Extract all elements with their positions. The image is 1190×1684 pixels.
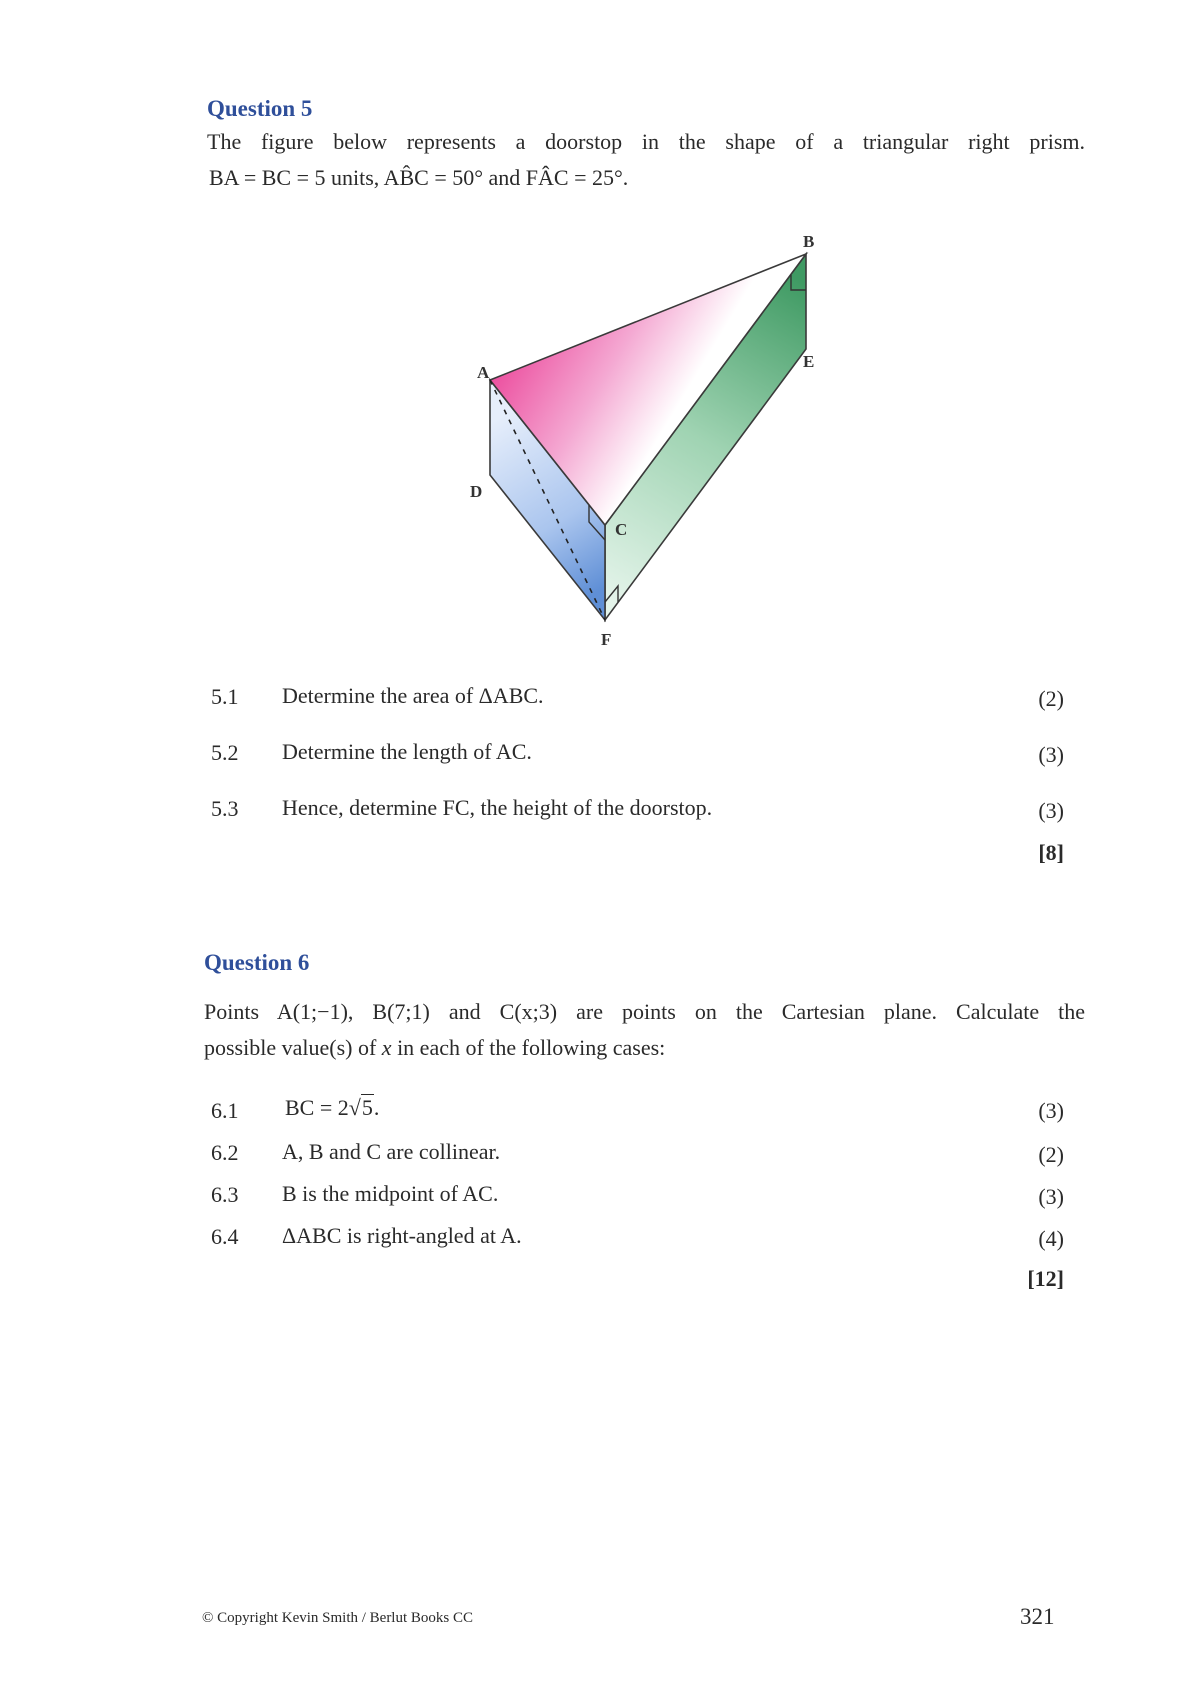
q6-item-text: B is the midpoint of AC. (282, 1181, 499, 1206)
q6-item-marks: (4) (1038, 1226, 1064, 1251)
question-5-heading: Question 5 (207, 96, 313, 121)
q5-item-text: Determine the area of ΔABC. (282, 683, 544, 708)
page-number: 321 (1020, 1604, 1055, 1629)
q6-item-text: ΔABC is right-angled at A. (282, 1223, 522, 1248)
q5-item-number: 5.1 (211, 684, 239, 709)
copyright-footer: © Copyright Kevin Smith / Berlut Books CC (202, 1610, 473, 1626)
q6-item-text: A, B and C are collinear. (282, 1139, 501, 1164)
q5-total-marks: [8] (1038, 840, 1064, 865)
q6-item-marks: (3) (1038, 1184, 1064, 1209)
vertex-label-c: C (615, 520, 628, 539)
question-6-intro-line2: possible value(s) of x in each of the following cases: (204, 1035, 666, 1060)
variable-x: x (381, 1035, 392, 1060)
q5-item-text: Hence, determine FC, the height of the doorstop. (282, 795, 713, 820)
prism-figure (440, 225, 840, 655)
q5-item-marks: (3) (1038, 798, 1064, 823)
vertex-label-f: F (601, 630, 612, 649)
q5-item-number: 5.3 (211, 796, 239, 821)
q6-item-marks: (2) (1038, 1142, 1064, 1167)
question-5-intro-line2: BA = BC = 5 units, AB̂C = 50° and FÂC = 25°. (209, 165, 629, 190)
q6-item-number: 6.3 (211, 1182, 239, 1207)
vertex-label-d: D (470, 482, 483, 501)
q6-total-marks: [12] (1027, 1266, 1064, 1291)
vertex-label-b: B (803, 232, 815, 251)
q6-item-number: 6.1 (211, 1098, 239, 1123)
vertex-label-a: A (477, 363, 490, 382)
q5-item-marks: (3) (1038, 742, 1064, 767)
question-5-intro-line1: The figure below represents a doorstop in the shape of a triangular right prism. (207, 129, 1085, 154)
q5-item-text: Determine the length of AC. (282, 739, 532, 764)
radicand: 5 (361, 1095, 373, 1120)
question-6-heading: Question 6 (204, 950, 310, 975)
vertex-label-e: E (803, 352, 815, 371)
q5-item-marks: (2) (1038, 686, 1064, 711)
q6-item-marks: (3) (1038, 1098, 1064, 1123)
q6-item-text: BC = 2√5. (285, 1095, 380, 1120)
q6-item-number: 6.4 (211, 1224, 239, 1249)
q6-item-number: 6.2 (211, 1140, 239, 1165)
q5-item-number: 5.2 (211, 740, 239, 765)
question-6-intro-line1: Points A(1;−1), B(7;1) and C(x;3) are points on the Cartesian plane. Calculate the (204, 999, 1085, 1024)
